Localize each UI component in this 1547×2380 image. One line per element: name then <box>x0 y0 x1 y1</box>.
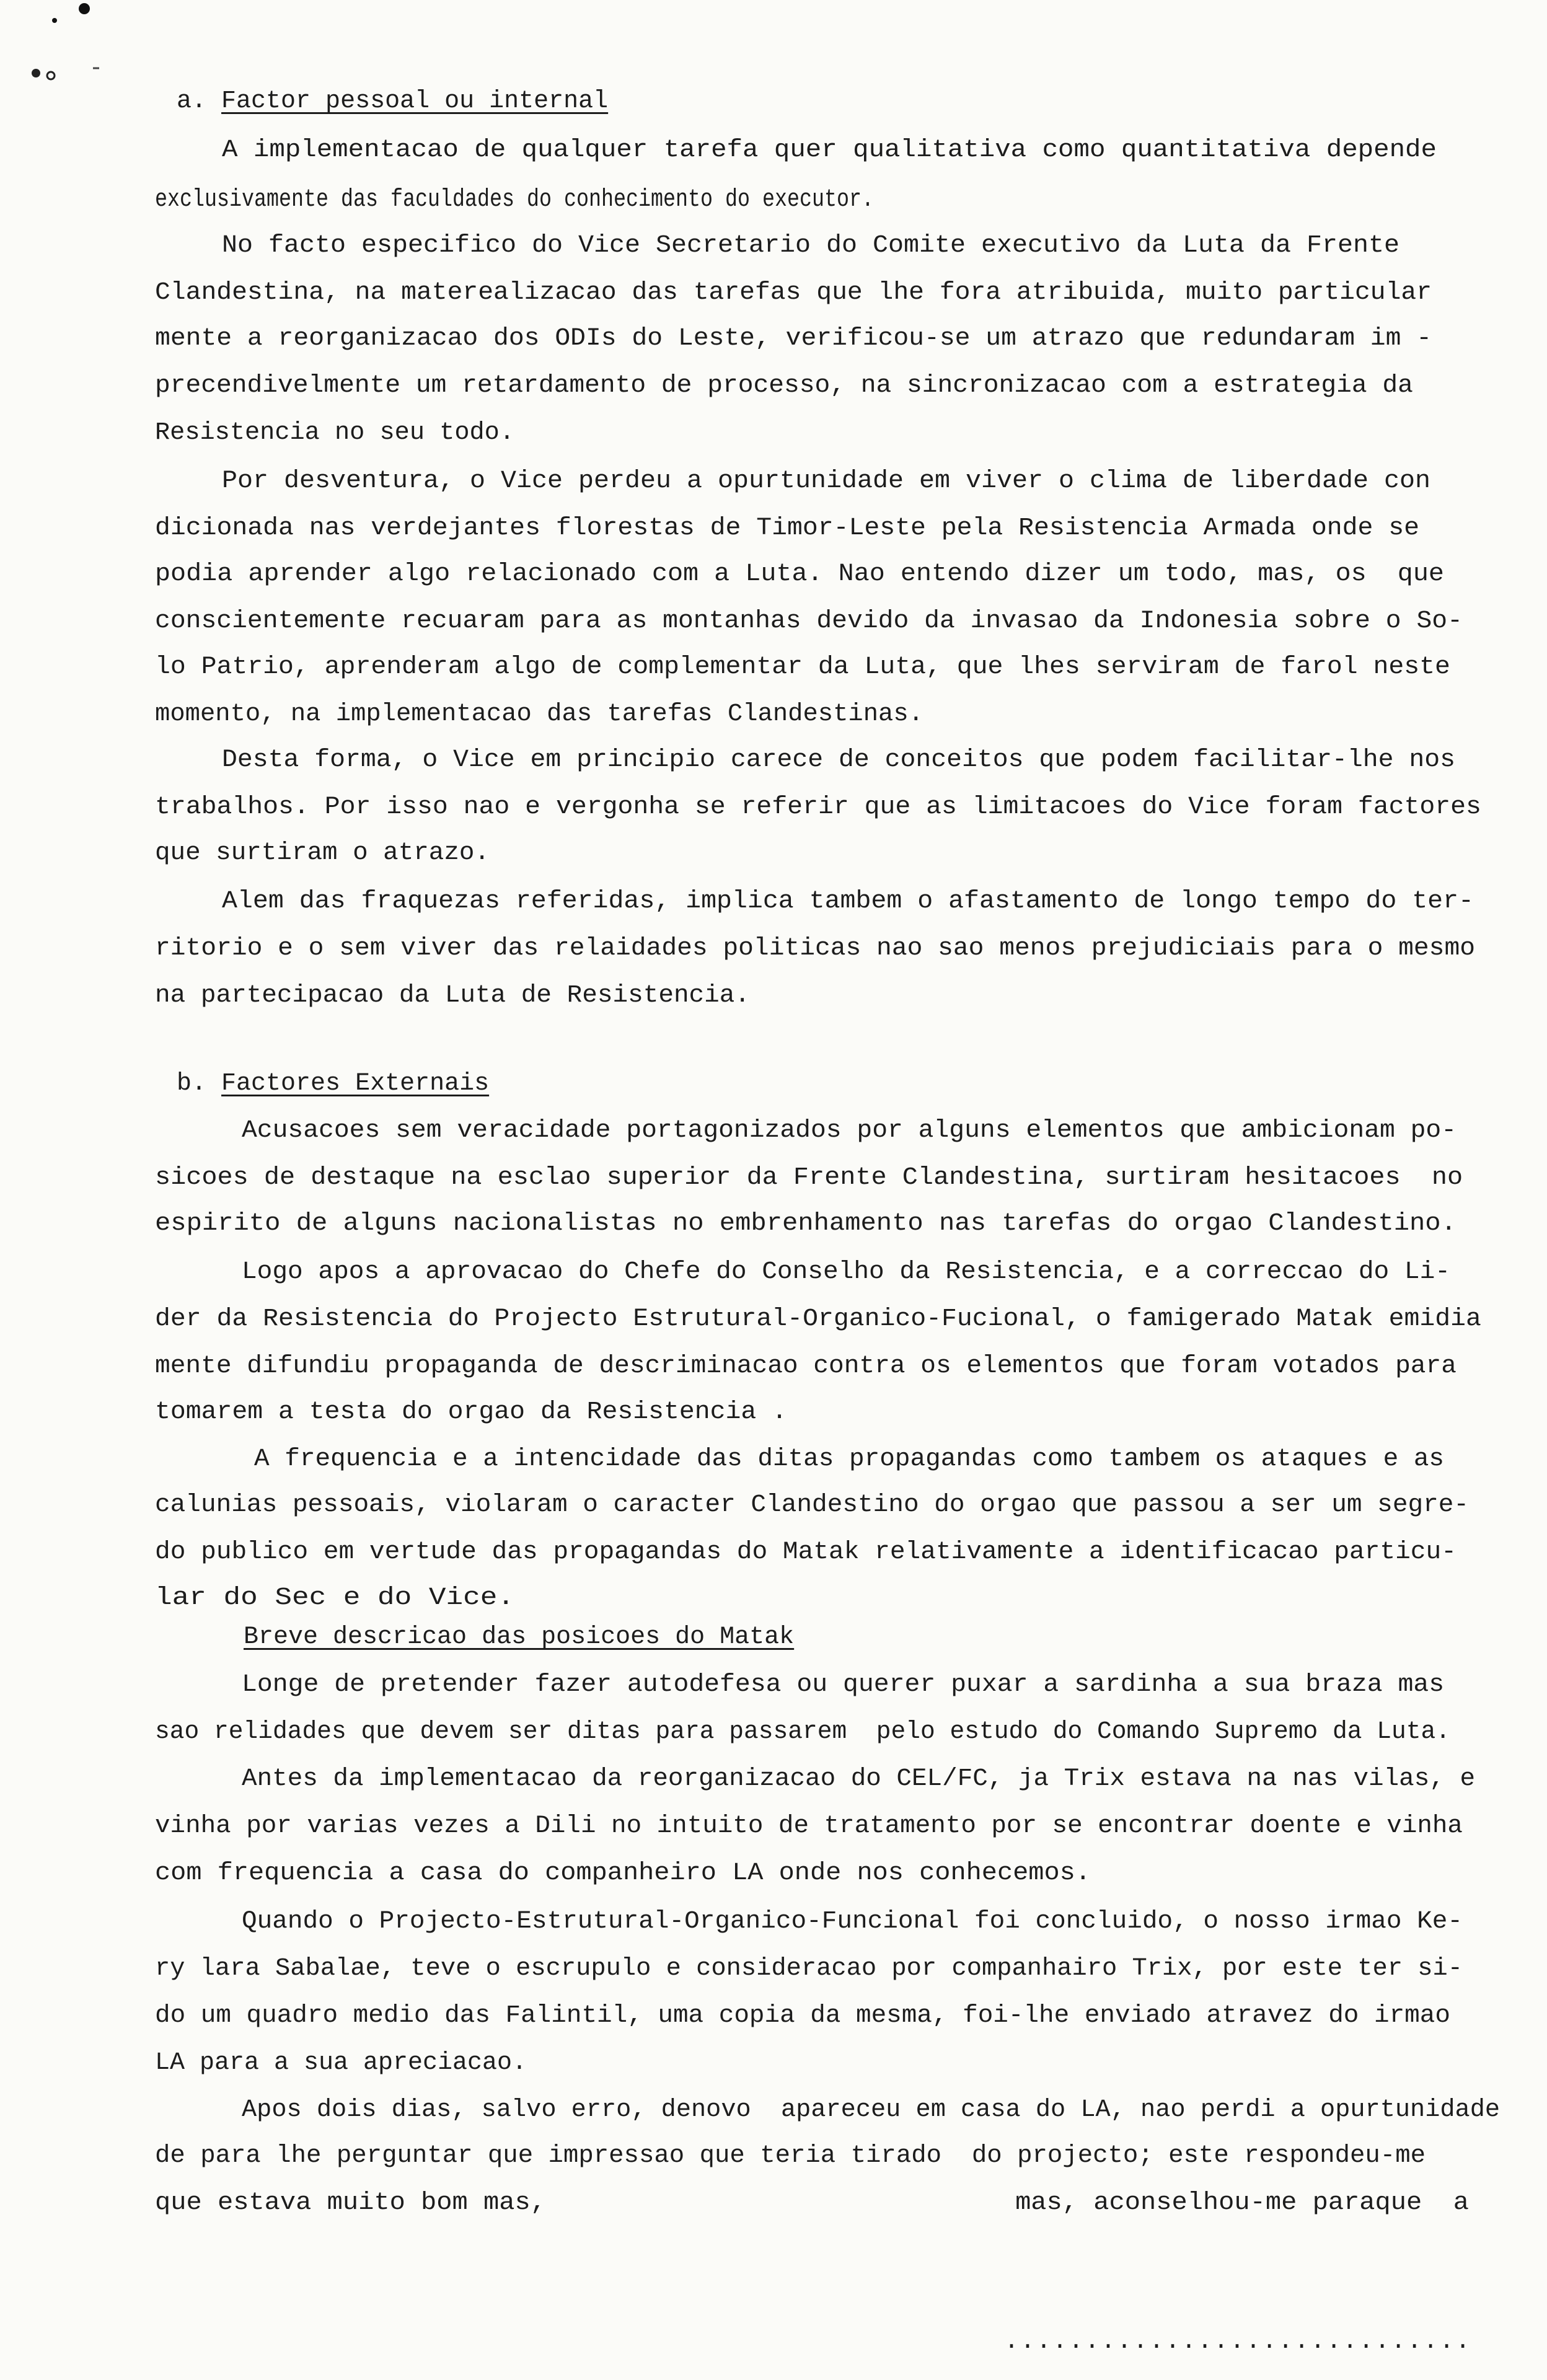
text-line <box>0 418 1547 449</box>
text-line-content: espirito de alguns nacionalistas no embrenhamento nas tarefas do orgao Clandestino. <box>155 1210 1457 1238</box>
text-line-content: que estava muito bom mas, mas, aconselhou-me paraque a <box>155 2189 1469 2217</box>
text-line-content: ry lara Sabalae, teve o escrupulo e consideracao por companhairo Trix, por este ter si- <box>155 1955 1463 1983</box>
text-line-content: Clandestina, na materealizacao das tarefas que lhe fora atribuida, muito particular <box>155 279 1432 307</box>
text-line <box>0 606 1547 637</box>
text-line <box>0 981 1547 1011</box>
text-line-content: momento, na implementacao das tarefas Clandestinas. <box>155 700 923 728</box>
text-line <box>0 559 1547 590</box>
text-line-content: mente difundiu propaganda de descriminacao contra os elementos que foram votados para <box>155 1352 1457 1380</box>
text-line <box>0 135 1547 166</box>
text-line <box>0 838 1547 869</box>
text-line-content: LA para a sua apreciacao. <box>155 2049 527 2077</box>
text-line-content: ritorio e o sem viver das relaidades politicas nao sao menos prejudiciais para o mesmo <box>155 935 1475 963</box>
text-line-content: sao relidades que devem ser ditas para passarem pelo estudo do Comando Supremo da Luta. <box>155 1718 1450 1746</box>
text-line <box>0 1490 1547 1521</box>
text-line <box>0 1537 1547 1568</box>
text-line-content: A frequencia e a intencidade das ditas propagandas como tambem os ataques e as <box>254 1445 1445 1473</box>
text-line-content: mente a reorganizacao dos ODIs do Leste, verificou-se um atrazo que redundaram im - <box>155 325 1432 353</box>
text-line <box>0 1811 1547 1842</box>
text-line-content: Longe de pretender fazer autodefesa ou querer puxar a sardinha a sua braza mas <box>242 1671 1445 1699</box>
text-line <box>0 2048 1547 2079</box>
text-line <box>0 933 1547 964</box>
text-line-content: Antes da implementacao da reorganizacao do CEL/FC, ja Trix estava na nas vilas, e <box>242 1765 1476 1793</box>
text-line <box>0 1351 1547 1382</box>
text-line-content: No facto especifico do Vice Secretario do Comite executivo da Luta da Frente <box>222 232 1400 260</box>
text-line-content: Resistencia no seu todo. <box>155 419 515 447</box>
text-line <box>0 1444 1547 1475</box>
text-line <box>0 2095 1547 2126</box>
text-line-content: com frequencia a casa do companheiro LA onde nos conhecemos. <box>155 1859 1091 1887</box>
text-line <box>0 1583 1547 1614</box>
text-line-content: der da Resistencia do Projecto Estrutural-Organico-Fucional, o famigerado Matak emidia <box>155 1305 1481 1333</box>
heading-a-title: Factor pessoal ou internal <box>221 87 609 115</box>
text-line-content: Desta forma, o Vice em principio carece de conceitos que podem facilitar-lhe nos <box>222 746 1456 774</box>
text-line-content: Acusacoes sem veracidade portagonizados por alguns elementos que ambicionam po- <box>242 1117 1457 1145</box>
text-line <box>0 1209 1547 1240</box>
text-line <box>0 1163 1547 1194</box>
text-line <box>0 1397 1547 1428</box>
text-line <box>0 185 1547 216</box>
text-line <box>0 2001 1547 2032</box>
text-line-content: A implementacao de qualquer tarefa quer qualitativa como quantitativa depende <box>222 136 1437 164</box>
text-line-content: precendivelmente um retardamento de processo, na sincronizacao com a estrategia da <box>155 372 1413 400</box>
text-line <box>0 1670 1547 1701</box>
text-line-content: exclusivamente das faculdades do conhecimento do executor. <box>155 186 875 214</box>
text-line-content: na partecipacao da Luta de Resistencia. <box>155 982 751 1010</box>
text-line-content: do publico em vertude das propagandas do Matak relativamente a identificacao particu- <box>155 1538 1457 1566</box>
text-line-content: vinha por varias vezes a Dili no intuito de tratamento por se encontrar doente e vinha <box>155 1812 1463 1840</box>
text-line-content: Quando o Projecto-Estrutural-Organico-Funcional foi concluido, o nosso irmao Ke- <box>242 1908 1463 1936</box>
text-line-content: dicionada nas verdejantes florestas de Timor-Leste pela Resistencia Armada onde se <box>155 514 1419 542</box>
text-line <box>0 1304 1547 1335</box>
text-line-content: Alem das fraquezas referidas, implica tambem o afastamento de longo tempo do ter- <box>222 888 1474 915</box>
text-line <box>0 1954 1547 1985</box>
text-line <box>0 1764 1547 1795</box>
text-line-content: calunias pessoais, violaram o caracter Clandestino do orgao que passou a ser um segre- <box>155 1491 1470 1519</box>
heading-a-prefix: a. <box>177 87 207 115</box>
text-line-content: conscientemente recuaram para as montanhas devido da invasao da Indonesia sobre o So- <box>155 607 1463 635</box>
continuation-dots: ............................. <box>1004 2328 1472 2356</box>
text-line-content: sicoes de destaque na esclao superior da Frente Clandestina, surtiram hesitacoes no <box>155 1164 1463 1192</box>
text-line <box>0 745 1547 776</box>
text-line <box>0 1116 1547 1147</box>
text-line-content: Apos dois dias, salvo erro, denovo apareceu em casa do LA, nao perdi a opurtunidade <box>242 2096 1501 2124</box>
text-line <box>0 1257 1547 1288</box>
text-line <box>0 2141 1547 2172</box>
text-line <box>0 699 1547 730</box>
text-line-content: podia aprender algo relacionado com a Luta. Nao entendo dizer um todo, mas, os que <box>155 560 1444 588</box>
text-line <box>0 324 1547 355</box>
text-line <box>0 371 1547 402</box>
text-line <box>0 278 1547 309</box>
heading-b-prefix: b. <box>177 1070 207 1098</box>
text-line-content: do um quadro medio das Falintil, uma copia da mesma, foi-lhe enviado atravez do irmao <box>155 2002 1450 2030</box>
text-line <box>0 652 1547 683</box>
text-line-content: que surtiram o atrazo. <box>155 839 490 867</box>
text-line-content: Logo apos a aprovacao do Chefe do Conselho da Resistencia, e a correccao do Li- <box>242 1258 1450 1286</box>
text-line <box>0 1858 1547 1889</box>
text-line-content: lo Patrio, aprenderam algo de complementar da Luta, que lhes serviram de farol neste <box>155 653 1450 681</box>
text-line-content: de para lhe perguntar que impressao que teria tirado do projecto; este respondeu-me <box>155 2142 1426 2170</box>
text-line <box>0 231 1547 262</box>
text-line-content: tomarem a testa do orgao da Resistencia . <box>155 1398 787 1426</box>
text-line <box>0 466 1547 497</box>
text-line-content: trabalhos. Por isso nao e vergonha se referir que as limitacoes do Vice foram factores <box>155 793 1481 821</box>
heading-c-title: Breve descricao das posicoes do Matak <box>244 1623 795 1651</box>
text-line-content: Por desventura, o Vice perdeu a opurtunidade em viver o clima de liberdade con <box>222 467 1431 495</box>
text-line <box>0 1717 1547 1748</box>
text-line <box>0 886 1547 917</box>
text-line <box>0 2188 1547 2219</box>
text-line-content: lar do Sec e do Vice. <box>155 1584 515 1612</box>
text-line <box>0 513 1547 544</box>
text-line <box>0 1906 1547 1937</box>
heading-b-title: Factores Externais <box>221 1070 490 1098</box>
text-line <box>0 792 1547 823</box>
